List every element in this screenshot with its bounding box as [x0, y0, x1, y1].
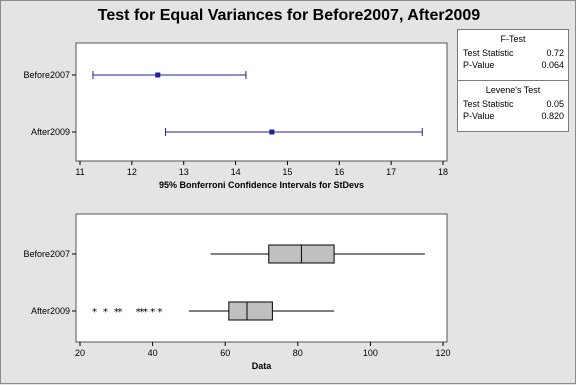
outlier-After2009: *	[102, 307, 108, 318]
f-test-pvalue-value: 0.064	[541, 60, 564, 70]
box-After2009	[229, 302, 273, 320]
y-category-label: Before2007	[23, 249, 70, 259]
outlier-After2009: *	[157, 307, 163, 318]
x-tick-label: 40	[147, 348, 158, 358]
outlier-After2009: *	[135, 307, 141, 318]
x-tick-label: 80	[292, 348, 303, 358]
outlier-After2009: *	[113, 307, 119, 318]
ci-point-Before2007	[155, 73, 160, 78]
y-category-label: Before2007	[23, 70, 70, 80]
y-category-label: After2009	[30, 306, 70, 316]
chart-title: Test for Equal Variances for Before2007, After2009	[97, 7, 481, 24]
x-tick-label: 60	[220, 348, 231, 358]
f-test-statistic-value: 0.72	[546, 48, 564, 58]
f-test-statistic-label: Test Statistic	[463, 48, 514, 58]
x-tick-label: 15	[282, 167, 293, 177]
x-tick-label: 120	[435, 348, 451, 358]
levene-pvalue-value: 0.820	[541, 111, 564, 121]
x-tick-label: 17	[386, 167, 397, 177]
f-test-statistic-row	[458, 47, 568, 59]
x-tick-label: 100	[362, 348, 378, 358]
x-tick-label: 13	[178, 167, 189, 177]
levene-statistic-row	[458, 98, 568, 110]
x-axis-label: 95% Bonferroni Confidence Intervals for StDevs	[158, 180, 365, 190]
levene-test-panel	[457, 80, 569, 132]
f-test-panel	[457, 29, 569, 83]
x-tick-label: 11	[75, 167, 85, 177]
x-tick-label: 18	[437, 167, 449, 177]
levene-pvalue-row	[458, 110, 568, 122]
x-axis-label: Data	[251, 361, 272, 371]
outlier-After2009: *	[142, 307, 148, 318]
levene-statistic-label: Test Statistic	[463, 99, 514, 109]
levene-pvalue-label: P-Value	[463, 111, 495, 121]
x-tick-label: 12	[126, 167, 137, 177]
outlier-After2009: *	[92, 307, 98, 318]
x-tick-label: 16	[334, 167, 345, 177]
y-category-label: After2009	[30, 127, 70, 137]
ci-point-After2009	[269, 130, 274, 135]
levene-test-heading: Levene's Test	[485, 85, 541, 95]
outlier-After2009: *	[139, 307, 145, 318]
outlier-After2009: *	[117, 307, 123, 318]
f-test-heading: F-Test	[500, 34, 526, 44]
x-tick-label: 20	[74, 348, 86, 358]
outlier-After2009: *	[150, 307, 156, 318]
plot-area-1	[76, 43, 447, 161]
f-test-pvalue-label: P-Value	[463, 60, 495, 70]
levene-statistic-value: 0.05	[546, 99, 564, 109]
plot-area-2	[76, 214, 447, 342]
x-tick-label: 14	[230, 167, 241, 177]
f-test-pvalue-row	[458, 59, 568, 71]
